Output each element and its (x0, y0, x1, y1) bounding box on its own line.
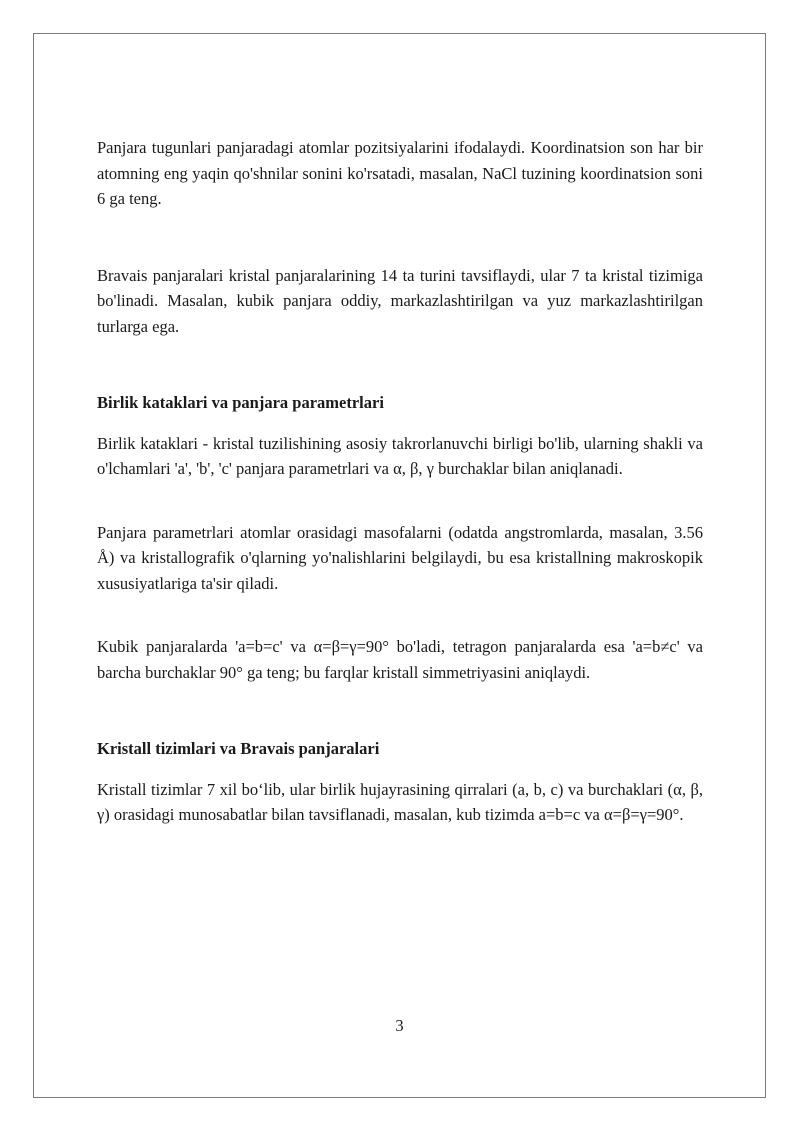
paragraph-bravais-lattices: Bravais panjaralari kristal panjaralarining 14 ta turini tavsiflaydi, ular 7 ta kristal tizimiga bo'linadi. Masalan, kubik panjara oddiy, markazlashtirilgan va yuz markazlashtirilgan turlarga ega. (97, 265, 703, 336)
paragraph-lattice-nodes: Panjara tugunlari panjaradagi atomlar pozitsiyalarini ifodalaydi. Koordinatsion son har bir atomning eng yaqin qo'shnilar sonini ko'rsatadi, masalan, NaCl tuzining koordinatsion soni 6 ga teng. (97, 138, 703, 208)
heading-unit-cells: Birlik kataklari va panjara parametrlari (97, 393, 384, 412)
heading-crystal-systems: Kristall tizimlari va Bravais panjaralari (97, 739, 380, 758)
paragraph-cubic-tetragonal: Kubik panjaralarda 'a=b=c' va α=β=γ=90° bo'ladi, tetragon panjaralarda esa 'a=b≠c' va barcha burchaklar 90° ga teng; bu farqlar kristall simmetriyasini aniqlaydi. (97, 637, 703, 682)
paragraph-unit-cells: Birlik kataklari - kristal tuzilishining asosiy takrorlanuvchi birligi bo'lib, ularning shakli va o'lchamlari 'a', 'b', 'c' panjara parametrlari va α, β, γ burchaklar bilan aniqlanadi. (97, 433, 703, 478)
paragraph-lattice-parameters: Panjara parametrlari atomlar orasidagi masofalarni (odatda angstromlarda, masalan, 3.56 Å) va kristallografik o'qlarning yo'nalishlarini belgilaydi, bu esa kristallning makroskopik xususiyatlariga ta'sir qiladi. (97, 522, 703, 593)
paragraph-crystal-systems: Kristall tizimlar 7 xil boʻlib, ular birlik hujayrasining qirralari (a, b, c) va burchaklari (α, β, γ) orasidagi munosabatlar bilan tavsiflanadi, masalan, kub tizimda a=b=c va α=β=γ=90°. (97, 779, 703, 824)
page-number: 3 (395, 1016, 404, 1035)
document-page (33, 33, 766, 1098)
page-content (97, 135, 703, 828)
